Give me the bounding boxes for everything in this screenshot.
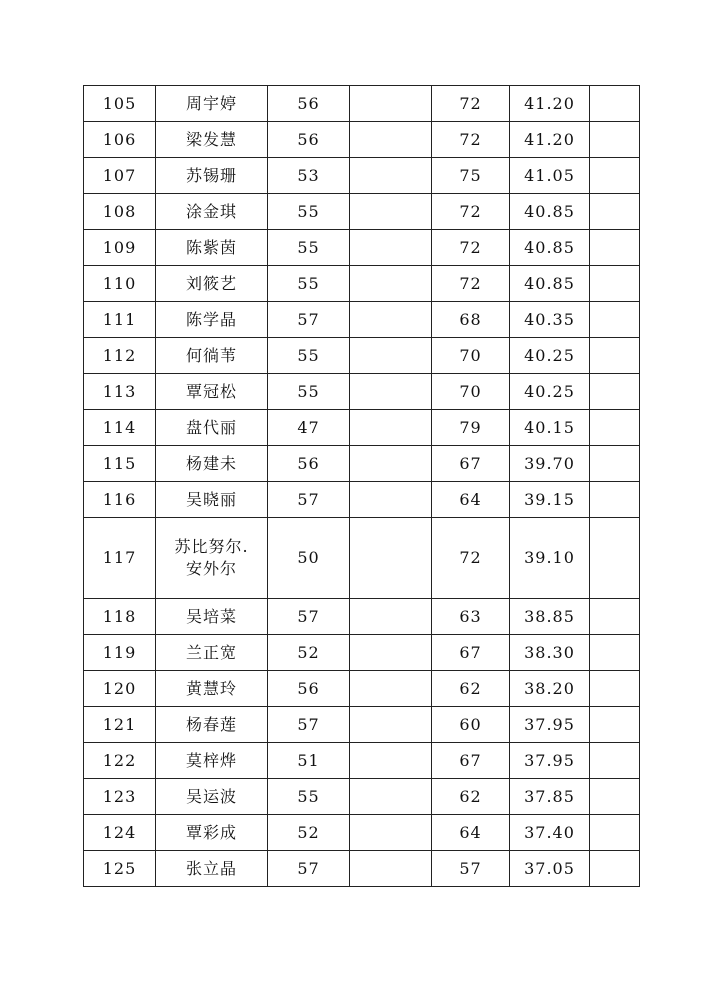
cell-number: 105 bbox=[84, 86, 156, 122]
cell-score-1: 55 bbox=[268, 194, 350, 230]
cell-note bbox=[590, 374, 640, 410]
table-body bbox=[84, 86, 640, 887]
cell-score-2 bbox=[350, 743, 432, 779]
table-row bbox=[84, 122, 640, 158]
cell-score-1: 51 bbox=[268, 743, 350, 779]
table-row bbox=[84, 266, 640, 302]
cell-score-3: 72 bbox=[432, 518, 510, 599]
name-line: 何徜苇 bbox=[185, 345, 237, 365]
cell-score-1: 55 bbox=[268, 230, 350, 266]
cell-score-3: 79 bbox=[432, 410, 510, 446]
cell-number: 122 bbox=[84, 743, 156, 779]
cell-note bbox=[590, 518, 640, 599]
cell-name bbox=[156, 194, 268, 230]
cell-score-1: 56 bbox=[268, 122, 350, 158]
cell-number: 124 bbox=[84, 815, 156, 851]
cell-number: 108 bbox=[84, 194, 156, 230]
cell-note bbox=[590, 779, 640, 815]
cell-note bbox=[590, 266, 640, 302]
table-row bbox=[84, 851, 640, 887]
cell-score-2 bbox=[350, 518, 432, 599]
cell-score-1: 57 bbox=[268, 599, 350, 635]
cell-note bbox=[590, 122, 640, 158]
cell-score-2 bbox=[350, 374, 432, 410]
cell-score-1: 56 bbox=[268, 86, 350, 122]
cell-score-2 bbox=[350, 158, 432, 194]
cell-score-1: 47 bbox=[268, 410, 350, 446]
cell-note bbox=[590, 635, 640, 671]
name-line: 陈学晶 bbox=[185, 309, 237, 329]
cell-number: 110 bbox=[84, 266, 156, 302]
cell-score-2 bbox=[350, 482, 432, 518]
cell-name bbox=[156, 446, 268, 482]
cell-total: 38.20 bbox=[510, 671, 590, 707]
cell-score-2 bbox=[350, 707, 432, 743]
cell-note bbox=[590, 410, 640, 446]
cell-name bbox=[156, 599, 268, 635]
cell-note bbox=[590, 851, 640, 887]
cell-name bbox=[156, 518, 268, 599]
cell-total: 40.25 bbox=[510, 338, 590, 374]
cell-total: 37.95 bbox=[510, 743, 590, 779]
table-row bbox=[84, 374, 640, 410]
cell-note bbox=[590, 158, 640, 194]
cell-name bbox=[156, 851, 268, 887]
cell-number: 116 bbox=[84, 482, 156, 518]
cell-score-2 bbox=[350, 635, 432, 671]
table-row bbox=[84, 86, 640, 122]
cell-name bbox=[156, 707, 268, 743]
cell-note bbox=[590, 86, 640, 122]
name-line: 涂金琪 bbox=[185, 201, 237, 221]
cell-name bbox=[156, 482, 268, 518]
name-line: 盘代丽 bbox=[185, 417, 237, 437]
cell-total: 37.05 bbox=[510, 851, 590, 887]
cell-score-1: 50 bbox=[268, 518, 350, 599]
cell-number: 107 bbox=[84, 158, 156, 194]
cell-score-3: 57 bbox=[432, 851, 510, 887]
cell-name bbox=[156, 410, 268, 446]
cell-name bbox=[156, 86, 268, 122]
table-row bbox=[84, 302, 640, 338]
name-line: 覃冠松 bbox=[185, 381, 237, 401]
cell-number: 120 bbox=[84, 671, 156, 707]
table-row bbox=[84, 518, 640, 599]
cell-score-1: 57 bbox=[268, 302, 350, 338]
cell-note bbox=[590, 194, 640, 230]
cell-score-1: 57 bbox=[268, 482, 350, 518]
name-line: 陈紫茵 bbox=[185, 237, 237, 257]
cell-score-3: 72 bbox=[432, 122, 510, 158]
cell-total: 41.20 bbox=[510, 86, 590, 122]
name-line: 安外尔 bbox=[185, 559, 237, 578]
cell-number: 118 bbox=[84, 599, 156, 635]
name-line: 周宇婷 bbox=[185, 93, 237, 113]
name-line: 刘筱艺 bbox=[185, 273, 237, 293]
cell-number: 123 bbox=[84, 779, 156, 815]
cell-total: 40.85 bbox=[510, 266, 590, 302]
cell-number: 112 bbox=[84, 338, 156, 374]
table-row bbox=[84, 635, 640, 671]
cell-number: 119 bbox=[84, 635, 156, 671]
cell-number: 114 bbox=[84, 410, 156, 446]
cell-score-3: 70 bbox=[432, 338, 510, 374]
name-line: 莫梓烨 bbox=[185, 750, 237, 770]
cell-note bbox=[590, 230, 640, 266]
table-row bbox=[84, 482, 640, 518]
name-line: 覃彩成 bbox=[185, 822, 237, 842]
cell-name bbox=[156, 230, 268, 266]
cell-name bbox=[156, 815, 268, 851]
cell-score-2 bbox=[350, 815, 432, 851]
table-row bbox=[84, 410, 640, 446]
cell-name bbox=[156, 338, 268, 374]
name-line: 杨建未 bbox=[185, 453, 237, 473]
cell-note bbox=[590, 302, 640, 338]
cell-score-3: 67 bbox=[432, 635, 510, 671]
table-row bbox=[84, 599, 640, 635]
cell-note bbox=[590, 446, 640, 482]
cell-name bbox=[156, 266, 268, 302]
cell-score-1: 52 bbox=[268, 635, 350, 671]
cell-total: 37.95 bbox=[510, 707, 590, 743]
table-row bbox=[84, 743, 640, 779]
table-row bbox=[84, 230, 640, 266]
name-line: 苏锡珊 bbox=[185, 165, 237, 185]
cell-name bbox=[156, 635, 268, 671]
cell-score-3: 64 bbox=[432, 482, 510, 518]
cell-score-1: 56 bbox=[268, 446, 350, 482]
cell-note bbox=[590, 338, 640, 374]
name-line: 杨春莲 bbox=[185, 714, 237, 734]
name-line: 梁发慧 bbox=[185, 129, 237, 149]
cell-total: 41.05 bbox=[510, 158, 590, 194]
cell-number: 113 bbox=[84, 374, 156, 410]
table-row bbox=[84, 707, 640, 743]
cell-score-2 bbox=[350, 266, 432, 302]
cell-score-2 bbox=[350, 671, 432, 707]
cell-score-3: 72 bbox=[432, 266, 510, 302]
cell-score-2 bbox=[350, 302, 432, 338]
cell-total: 40.85 bbox=[510, 194, 590, 230]
cell-number: 125 bbox=[84, 851, 156, 887]
cell-total: 38.85 bbox=[510, 599, 590, 635]
cell-note bbox=[590, 671, 640, 707]
name-line: 兰正宽 bbox=[185, 642, 237, 662]
cell-total: 38.30 bbox=[510, 635, 590, 671]
table-row bbox=[84, 194, 640, 230]
cell-name bbox=[156, 158, 268, 194]
cell-score-3: 67 bbox=[432, 743, 510, 779]
cell-score-1: 52 bbox=[268, 815, 350, 851]
cell-name bbox=[156, 671, 268, 707]
cell-score-2 bbox=[350, 86, 432, 122]
cell-score-2 bbox=[350, 779, 432, 815]
cell-number: 121 bbox=[84, 707, 156, 743]
cell-total: 39.70 bbox=[510, 446, 590, 482]
name-line: 吴培菜 bbox=[185, 606, 237, 626]
cell-score-2 bbox=[350, 230, 432, 266]
cell-score-2 bbox=[350, 851, 432, 887]
cell-score-3: 72 bbox=[432, 230, 510, 266]
cell-name bbox=[156, 302, 268, 338]
cell-total: 40.35 bbox=[510, 302, 590, 338]
cell-score-2 bbox=[350, 410, 432, 446]
cell-total: 37.85 bbox=[510, 779, 590, 815]
cell-score-3: 75 bbox=[432, 158, 510, 194]
cell-score-3: 64 bbox=[432, 815, 510, 851]
cell-score-2 bbox=[350, 194, 432, 230]
cell-note bbox=[590, 707, 640, 743]
cell-score-1: 55 bbox=[268, 266, 350, 302]
name-line: 黄慧玲 bbox=[185, 678, 237, 698]
cell-note bbox=[590, 815, 640, 851]
cell-score-3: 62 bbox=[432, 779, 510, 815]
cell-score-3: 60 bbox=[432, 707, 510, 743]
cell-number: 115 bbox=[84, 446, 156, 482]
cell-total: 39.15 bbox=[510, 482, 590, 518]
cell-score-3: 62 bbox=[432, 671, 510, 707]
cell-score-1: 55 bbox=[268, 374, 350, 410]
cell-name bbox=[156, 374, 268, 410]
table-row bbox=[84, 446, 640, 482]
cell-score-3: 72 bbox=[432, 194, 510, 230]
cell-number: 109 bbox=[84, 230, 156, 266]
cell-total: 40.15 bbox=[510, 410, 590, 446]
cell-number: 111 bbox=[84, 302, 156, 338]
table-row bbox=[84, 779, 640, 815]
cell-score-3: 72 bbox=[432, 86, 510, 122]
cell-score-1: 53 bbox=[268, 158, 350, 194]
cell-score-1: 57 bbox=[268, 851, 350, 887]
cell-total: 40.25 bbox=[510, 374, 590, 410]
cell-score-2 bbox=[350, 338, 432, 374]
cell-total: 37.40 bbox=[510, 815, 590, 851]
table-row bbox=[84, 158, 640, 194]
cell-number: 117 bbox=[84, 518, 156, 599]
cell-name bbox=[156, 779, 268, 815]
table-row bbox=[84, 338, 640, 374]
cell-note bbox=[590, 599, 640, 635]
cell-score-3: 63 bbox=[432, 599, 510, 635]
cell-score-1: 57 bbox=[268, 707, 350, 743]
cell-name bbox=[156, 743, 268, 779]
name-line: 吴晓丽 bbox=[185, 489, 237, 509]
cell-score-1: 56 bbox=[268, 671, 350, 707]
cell-total: 41.20 bbox=[510, 122, 590, 158]
cell-total: 39.10 bbox=[510, 518, 590, 599]
cell-score-1: 55 bbox=[268, 338, 350, 374]
cell-score-2 bbox=[350, 599, 432, 635]
name-line: 吴运波 bbox=[185, 786, 237, 806]
cell-score-3: 70 bbox=[432, 374, 510, 410]
cell-score-2 bbox=[350, 446, 432, 482]
cell-name bbox=[156, 122, 268, 158]
cell-score-1: 55 bbox=[268, 779, 350, 815]
cell-total: 40.85 bbox=[510, 230, 590, 266]
table-row bbox=[84, 671, 640, 707]
cell-score-2 bbox=[350, 122, 432, 158]
name-line: 张立晶 bbox=[185, 858, 237, 878]
score-table bbox=[83, 85, 640, 887]
cell-score-3: 68 bbox=[432, 302, 510, 338]
cell-note bbox=[590, 743, 640, 779]
cell-note bbox=[590, 482, 640, 518]
name-line: 苏比努尔. bbox=[174, 537, 249, 556]
cell-number: 106 bbox=[84, 122, 156, 158]
cell-score-3: 67 bbox=[432, 446, 510, 482]
table-row bbox=[84, 815, 640, 851]
